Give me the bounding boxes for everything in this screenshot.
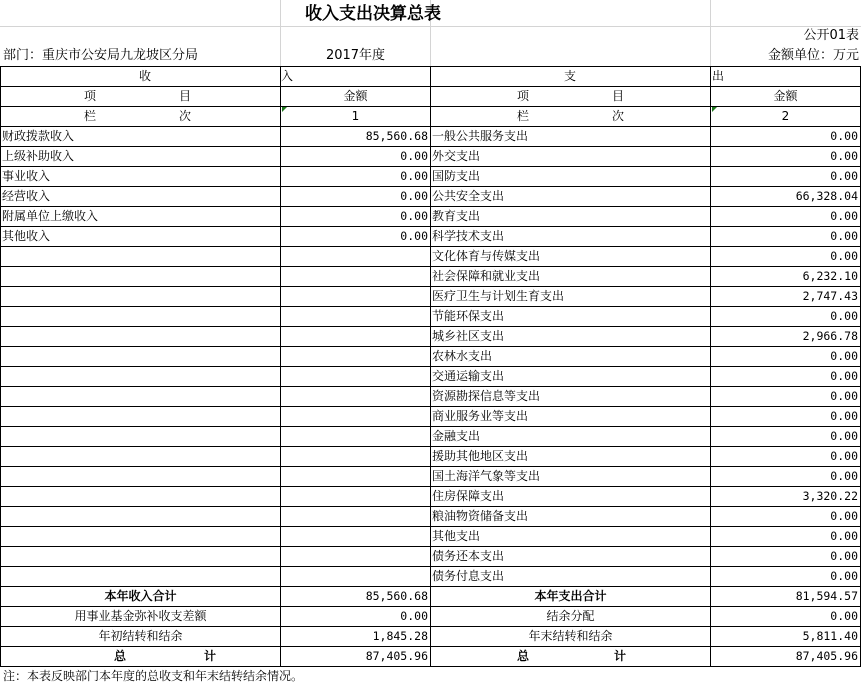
expense-item-label: 节能环保支出	[432, 309, 505, 323]
border-line	[0, 66, 1, 666]
distribution-value: 0.00	[830, 609, 858, 623]
expense-item-label: 住房保障支出	[432, 489, 505, 503]
expense-item-value: 0.00	[830, 509, 858, 523]
cell-marker	[282, 107, 287, 112]
income-total-label: 本年收入合计	[104, 589, 177, 603]
header-col-2: 次	[178, 109, 191, 123]
fund-label: 用事业基金弥补收支差额	[74, 609, 207, 623]
grand-expense-value: 87,405.96	[795, 649, 858, 663]
expense-item-label: 医疗卫生与计划生育支出	[432, 289, 565, 303]
expense-item-value: 0.00	[830, 569, 858, 583]
expense-item-value: 6,232.10	[802, 269, 858, 283]
expense-item-label: 科学技术支出	[432, 229, 505, 243]
income-item-value: 0.00	[400, 189, 428, 203]
department-row	[0, 46, 861, 66]
income-item-value: 85,560.68	[365, 129, 428, 143]
expense-item-label: 债务付息支出	[432, 569, 505, 583]
form-number: 公开01表	[803, 28, 859, 43]
header-income-1: 收	[138, 69, 151, 83]
grand-label-4: 计	[613, 649, 626, 663]
expense-item-label: 其他支出	[432, 529, 481, 543]
grand-label-2: 计	[203, 649, 216, 663]
expense-total-label: 本年支出合计	[534, 589, 607, 603]
expense-item-label: 公共安全支出	[432, 189, 505, 203]
fund-value: 0.00	[400, 609, 428, 623]
expense-item-value: 0.00	[830, 369, 858, 383]
expense-item-label: 国土海洋气象等支出	[432, 469, 541, 483]
expense-item-label: 商业服务业等支出	[432, 409, 529, 423]
expense-item-value: 66,328.04	[795, 189, 858, 203]
expense-item-value: 0.00	[830, 409, 858, 423]
department-label: 部门：	[3, 48, 43, 63]
expense-item-label: 文化体育与传媒支出	[432, 249, 541, 263]
header-col-3: 栏	[516, 109, 529, 123]
income-item-value: 0.00	[400, 209, 428, 223]
end-balance-value: 5,811.40	[802, 629, 858, 643]
border-line	[0, 666, 861, 667]
amount-unit: 金额单位：万元	[767, 48, 859, 63]
expense-item-value: 0.00	[830, 449, 858, 463]
expense-item-label: 金融支出	[432, 429, 481, 443]
expense-item-value: 0.00	[830, 529, 858, 543]
income-item-label: 财政拨款收入	[2, 129, 75, 143]
expense-item-label: 粮油物资储备支出	[432, 509, 529, 523]
expense-item-value: 0.00	[830, 249, 858, 263]
begin-balance-value: 1,845.28	[372, 629, 428, 643]
grand-label-1: 总	[113, 649, 126, 663]
income-item-value: 0.00	[400, 169, 428, 183]
expense-item-value: 2,966.78	[802, 329, 858, 343]
header-item-1: 项	[83, 89, 96, 103]
header-expense-2: 出	[711, 69, 724, 83]
expense-item-value: 0.00	[830, 469, 858, 483]
end-balance-label: 年末结转和结余	[528, 629, 613, 643]
footnote: 注：本表反映部门本年度的总收支和年末结转结余情况。	[3, 669, 304, 683]
border-line	[280, 66, 281, 666]
header-col-1: 栏	[83, 109, 96, 123]
header-col-4: 次	[611, 109, 624, 123]
expense-item-value: 3,320.22	[802, 489, 858, 503]
income-item-label: 其他收入	[2, 229, 51, 243]
department-info	[2, 46, 280, 66]
grand-income-value: 87,405.96	[365, 649, 428, 663]
expense-item-label: 一般公共服务支出	[432, 129, 529, 143]
expense-item-label: 交通运输支出	[432, 369, 505, 383]
note-row	[0, 666, 861, 686]
border-line	[710, 66, 711, 666]
income-total-value: 85,560.68	[365, 589, 428, 603]
expense-item-label: 国防支出	[432, 169, 481, 183]
expense-item-value: 0.00	[830, 429, 858, 443]
cell-marker	[712, 107, 717, 112]
distribution-label: 结余分配	[546, 609, 595, 623]
form-no-row	[0, 26, 861, 46]
column-number-expense: 2	[781, 109, 790, 123]
income-item-value: 0.00	[400, 149, 428, 163]
header-expense-1: 支	[563, 69, 576, 83]
expense-total-value: 81,594.57	[795, 589, 858, 603]
expense-item-value: 0.00	[830, 309, 858, 323]
header-item-2: 目	[178, 89, 191, 103]
expense-item-value: 2,747.43	[802, 289, 858, 303]
expense-item-value: 0.00	[830, 389, 858, 403]
column-number-income: 1	[351, 109, 360, 123]
income-item-label: 事业收入	[2, 169, 51, 183]
header-amount-income: 金额	[343, 89, 368, 103]
report-year: 2017年度	[325, 48, 386, 63]
expense-item-value: 0.00	[830, 349, 858, 363]
income-item-value: 0.00	[400, 229, 428, 243]
header-item-3: 项	[516, 89, 529, 103]
expense-item-label: 外交支出	[432, 149, 481, 163]
department-name: 重庆市公安局九龙坡区分局	[42, 48, 199, 63]
expense-item-value: 0.00	[830, 209, 858, 223]
expense-item-label: 农林水支出	[432, 349, 493, 363]
income-item-label: 经营收入	[2, 189, 51, 203]
income-item-label: 上级补助收入	[2, 149, 75, 163]
expense-item-label: 债务还本支出	[432, 549, 505, 563]
expense-item-value: 0.00	[830, 229, 858, 243]
table-title: 收入支出决算总表	[305, 4, 441, 24]
expense-item-label: 社会保障和就业支出	[432, 269, 541, 283]
expense-item-value: 0.00	[830, 549, 858, 563]
header-amount-expense: 金额	[773, 89, 798, 103]
header-item-4: 目	[611, 89, 624, 103]
expense-item-label: 援助其他地区支出	[432, 449, 529, 463]
header-income-2: 入	[280, 69, 293, 83]
expense-item-value: 0.00	[830, 129, 858, 143]
expense-item-label: 教育支出	[432, 209, 481, 223]
border-line	[430, 66, 431, 666]
income-item-label: 附属单位上缴收入	[2, 209, 99, 223]
grand-label-3: 总	[516, 649, 529, 663]
expense-item-label: 城乡社区支出	[432, 329, 505, 343]
begin-balance-label: 年初结转和结余	[98, 629, 183, 643]
expense-item-label: 资源勘探信息等支出	[432, 389, 541, 403]
expense-item-value: 0.00	[830, 169, 858, 183]
expense-item-value: 0.00	[830, 149, 858, 163]
